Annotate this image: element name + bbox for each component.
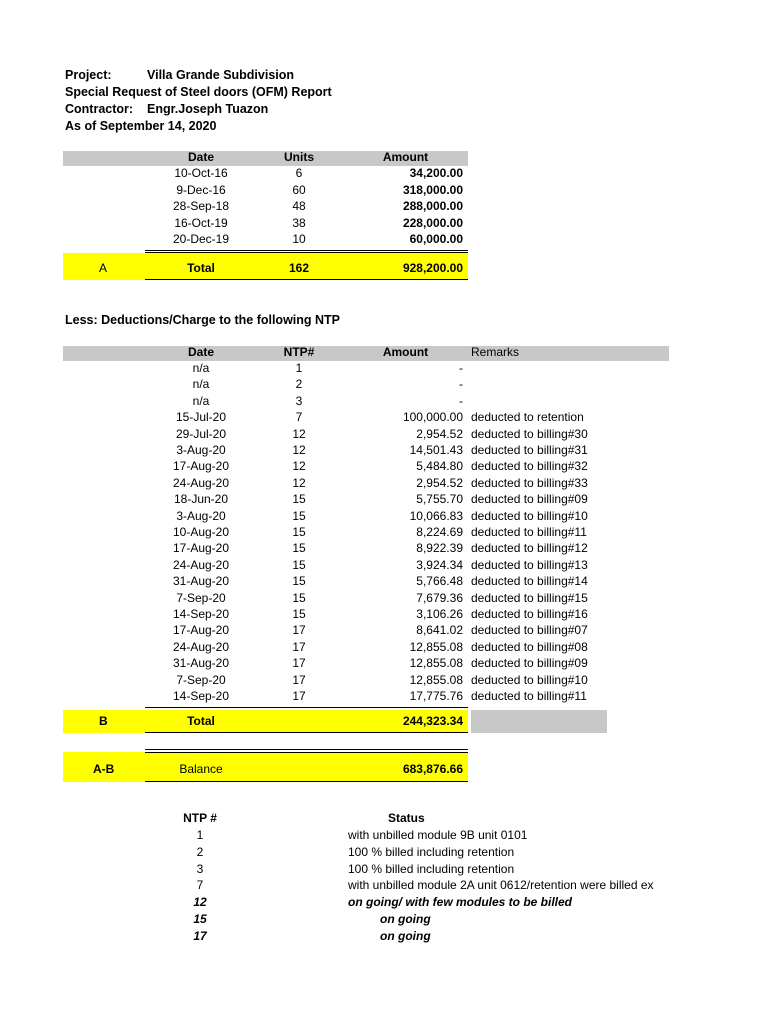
status-text: 100 % billed including retention [348, 844, 515, 859]
list-item [0, 878, 768, 895]
cell-units: 38 [292, 215, 306, 230]
total-b-code: B [99, 714, 108, 728]
cell-amount: 17,775.76 [409, 689, 463, 703]
cell-date: 24-Aug-20 [172, 475, 230, 490]
cell-amount: 228,000.00 [402, 215, 463, 230]
table-row [0, 525, 768, 541]
cell-remarks: deducted to billing#10 [471, 508, 588, 523]
status-text: on going [380, 912, 431, 926]
table-row [0, 377, 768, 393]
table-a-total-bottom-rule [145, 279, 468, 280]
table-row [0, 476, 768, 492]
status-text: on going/ with few modules to be billed [348, 895, 572, 910]
cell-amount: 12,855.08 [409, 656, 463, 671]
cell-amount: 14,501.43 [409, 443, 463, 457]
cell-ntp: 12 [292, 443, 306, 457]
cell-remarks: deducted to billing#32 [471, 459, 588, 474]
cell-remarks: deducted to billing#33 [471, 475, 588, 490]
table-row [0, 183, 768, 199]
cell-amount: - [459, 393, 463, 408]
cell-date: 29-Jul-20 [175, 426, 227, 441]
table-row [0, 656, 768, 672]
status-text: 100 % billed including retention [348, 861, 515, 876]
cell-date: 3-Aug-20 [176, 443, 226, 457]
cell-amount: 2,954.52 [416, 475, 463, 490]
table-row [0, 410, 768, 426]
table-row [0, 394, 768, 410]
col-b-date-header: Date [187, 345, 214, 359]
cell-amount: 10,066.83 [409, 508, 463, 523]
status-ntp: 17 [193, 928, 207, 943]
cell-ntp: 15 [292, 525, 306, 539]
cell-amount: 318,000.00 [402, 182, 463, 197]
cell-remarks: deducted to billing#07 [471, 623, 588, 638]
cell-date: n/a [192, 393, 210, 408]
table-row [0, 689, 768, 705]
table-b-header [0, 345, 768, 361]
cell-date: 10-Oct-16 [174, 166, 228, 180]
cell-amount: 100,000.00 [402, 410, 463, 425]
balance-bottom-rule [145, 781, 468, 782]
table-row [0, 623, 768, 639]
cell-ntp: 17 [292, 689, 306, 703]
table-b-total-bottom-rule [145, 732, 468, 733]
cell-amount: 3,924.34 [416, 557, 463, 572]
cell-date: 28-Sep-18 [172, 199, 230, 213]
table-row [0, 640, 768, 656]
total-b-amount: 244,323.34 [402, 714, 463, 728]
cell-ntp: 12 [292, 475, 306, 490]
status-ntp: 12 [193, 895, 207, 910]
cell-date: 14-Sep-20 [172, 607, 230, 621]
table-row [0, 673, 768, 689]
balance-row [0, 762, 768, 778]
cell-ntp: 15 [292, 574, 306, 589]
table-row [0, 591, 768, 607]
table-row [0, 427, 768, 443]
table-a-header [0, 150, 768, 166]
table-a-total-top-rule [145, 250, 468, 251]
cell-remarks: deducted to billing#11 [471, 689, 587, 703]
table-row [0, 216, 768, 232]
cell-amount: - [459, 361, 463, 375]
cell-ntp: 15 [292, 508, 306, 523]
cell-amount: 5,755.70 [416, 492, 463, 507]
cell-date: 7-Sep-20 [176, 590, 226, 605]
total-a-units: 162 [288, 261, 310, 275]
col-b-ntp-header: NTP# [283, 345, 315, 359]
cell-date: 3-Aug-20 [176, 508, 226, 523]
deductions-heading: Less: Deductions/Charge to the following NTP [65, 313, 341, 327]
table-b-total-top-rule [145, 707, 468, 708]
total-a-label: Total [187, 261, 215, 275]
cell-remarks: deducted to billing#09 [471, 492, 588, 507]
balance-amount: 683,876.66 [402, 762, 463, 776]
table-a-total-row [0, 261, 768, 277]
cell-remarks: deducted to billing#15 [471, 590, 588, 605]
status-text: with unbilled module 9B unit 0101 [348, 828, 528, 842]
table-row [0, 541, 768, 557]
table-row [0, 232, 768, 248]
cell-remarks: deducted to billing#08 [471, 639, 588, 654]
col-amount-header: Amount [382, 150, 429, 164]
table-row [0, 574, 768, 590]
total-a-amount: 928,200.00 [402, 261, 463, 275]
cell-amount: 3,106.26 [416, 607, 463, 621]
total-a-code: A [99, 261, 108, 275]
as-of-date: As of September 14, 2020 [65, 119, 217, 133]
status-ntp: 7 [196, 878, 204, 893]
cell-date: 24-Aug-20 [172, 639, 230, 654]
status-col-status-header: Status [388, 811, 425, 825]
cell-ntp: 15 [292, 590, 306, 605]
cell-date: 17-Aug-20 [172, 623, 230, 638]
col-b-amount-header: Amount [382, 345, 429, 359]
cell-amount: 2,954.52 [416, 426, 463, 441]
balance-code: A-B [93, 762, 115, 776]
status-ntp: 3 [196, 861, 204, 876]
cell-remarks: deducted to billing#31 [471, 443, 588, 457]
cell-amount: 7,679.36 [416, 590, 463, 605]
cell-date: 15-Jul-20 [175, 410, 227, 425]
cell-date: 18-Jun-20 [173, 492, 229, 507]
cell-date: n/a [192, 361, 210, 375]
cell-ntp: 3 [295, 393, 303, 408]
cell-amount: 12,855.08 [409, 672, 463, 687]
cell-units: 60 [292, 182, 306, 197]
cell-ntp: 15 [292, 541, 306, 556]
cell-date: 10-Aug-20 [172, 525, 230, 539]
col-b-remarks-header: Remarks [471, 345, 520, 359]
col-units-header: Units [284, 150, 314, 164]
table-row [0, 558, 768, 574]
contractor-label: Contractor: [65, 102, 134, 116]
col-date-header: Date [187, 150, 214, 164]
cell-date: 17-Aug-20 [172, 459, 230, 474]
cell-amount: 8,224.69 [416, 525, 463, 539]
cell-ntp: 17 [292, 656, 306, 671]
total-b-label: Total [187, 714, 215, 728]
list-item [0, 929, 768, 946]
cell-ntp: 17 [292, 639, 306, 654]
list-item [0, 845, 768, 862]
cell-date: 9-Dec-16 [176, 182, 226, 197]
cell-date: 7-Sep-20 [176, 672, 226, 687]
cell-remarks: deducted to billing#11 [471, 525, 587, 539]
table-row [0, 607, 768, 623]
cell-amount: 12,855.08 [409, 639, 463, 654]
status-ntp: 1 [196, 828, 204, 842]
cell-date: 31-Aug-20 [172, 656, 230, 671]
project-value: Villa Grande Subdivision [147, 68, 295, 82]
cell-remarks: deducted to billing#13 [471, 557, 588, 572]
cell-remarks: deducted to billing#10 [471, 672, 588, 687]
cell-remarks: deducted to billing#12 [471, 541, 588, 556]
status-col-ntp-header: NTP # [183, 811, 217, 825]
cell-ntp: 7 [295, 410, 303, 425]
cell-units: 10 [292, 232, 306, 246]
table-row [0, 361, 768, 377]
cell-amount: 8,922.39 [416, 541, 463, 556]
cell-ntp: 15 [292, 492, 306, 507]
cell-date: 16-Oct-19 [174, 215, 228, 230]
status-text: on going [380, 928, 431, 943]
cell-amount: 60,000.00 [409, 232, 463, 246]
status-ntp: 2 [196, 844, 204, 859]
project-line [65, 68, 294, 82]
cell-date: 31-Aug-20 [172, 574, 230, 589]
cell-date: 17-Aug-20 [172, 541, 230, 556]
list-item [0, 862, 768, 879]
table-row [0, 459, 768, 475]
list-item [0, 912, 768, 929]
cell-ntp: 15 [292, 557, 306, 572]
status-text: with unbilled module 2A unit 0612/retention were billed ex [348, 878, 654, 893]
cell-amount: 5,484.80 [416, 459, 463, 474]
list-item [0, 828, 768, 845]
cell-date: 20-Dec-19 [172, 232, 230, 246]
balance-top-rule [145, 749, 468, 750]
cell-ntp: 12 [292, 426, 306, 441]
status-ntp: 15 [193, 912, 207, 926]
cell-ntp: 1 [295, 361, 303, 375]
cell-ntp: 12 [292, 459, 306, 474]
cell-ntp: 17 [292, 672, 306, 687]
cell-amount: - [459, 377, 463, 392]
table-row [0, 509, 768, 525]
report-title: Special Request of Steel doors (OFM) Report [65, 85, 332, 99]
cell-date: 14-Sep-20 [172, 689, 230, 703]
cell-date: 24-Aug-20 [172, 557, 230, 572]
cell-units: 6 [295, 166, 303, 180]
cell-remarks: deducted to billing#09 [471, 656, 588, 671]
cell-amount: 5,766.48 [416, 574, 463, 589]
cell-ntp: 2 [295, 377, 303, 392]
cell-remarks: deducted to billing#14 [471, 574, 588, 589]
cell-amount: 8,641.02 [416, 623, 463, 638]
cell-remarks: deducted to billing#30 [471, 426, 588, 441]
cell-date: n/a [192, 377, 210, 392]
balance-top-rule-2 [145, 752, 468, 753]
table-row [0, 166, 768, 182]
cell-amount: 34,200.00 [409, 166, 463, 180]
contractor-line [65, 102, 268, 116]
table-row [0, 443, 768, 459]
cell-units: 48 [292, 199, 306, 213]
status-header [0, 811, 768, 828]
list-item [0, 895, 768, 912]
table-row [0, 492, 768, 508]
table-row [0, 199, 768, 215]
table-b-total-row [0, 714, 768, 730]
balance-label: Balance [179, 762, 223, 776]
cell-remarks: deducted to billing#16 [471, 607, 588, 621]
cell-amount: 288,000.00 [402, 199, 463, 213]
contractor-value: Engr.Joseph Tuazon [147, 102, 269, 116]
cell-ntp: 17 [292, 623, 306, 638]
cell-remarks: deducted to retention [471, 410, 584, 425]
cell-ntp: 15 [292, 607, 306, 621]
project-label: Project: [65, 68, 112, 82]
